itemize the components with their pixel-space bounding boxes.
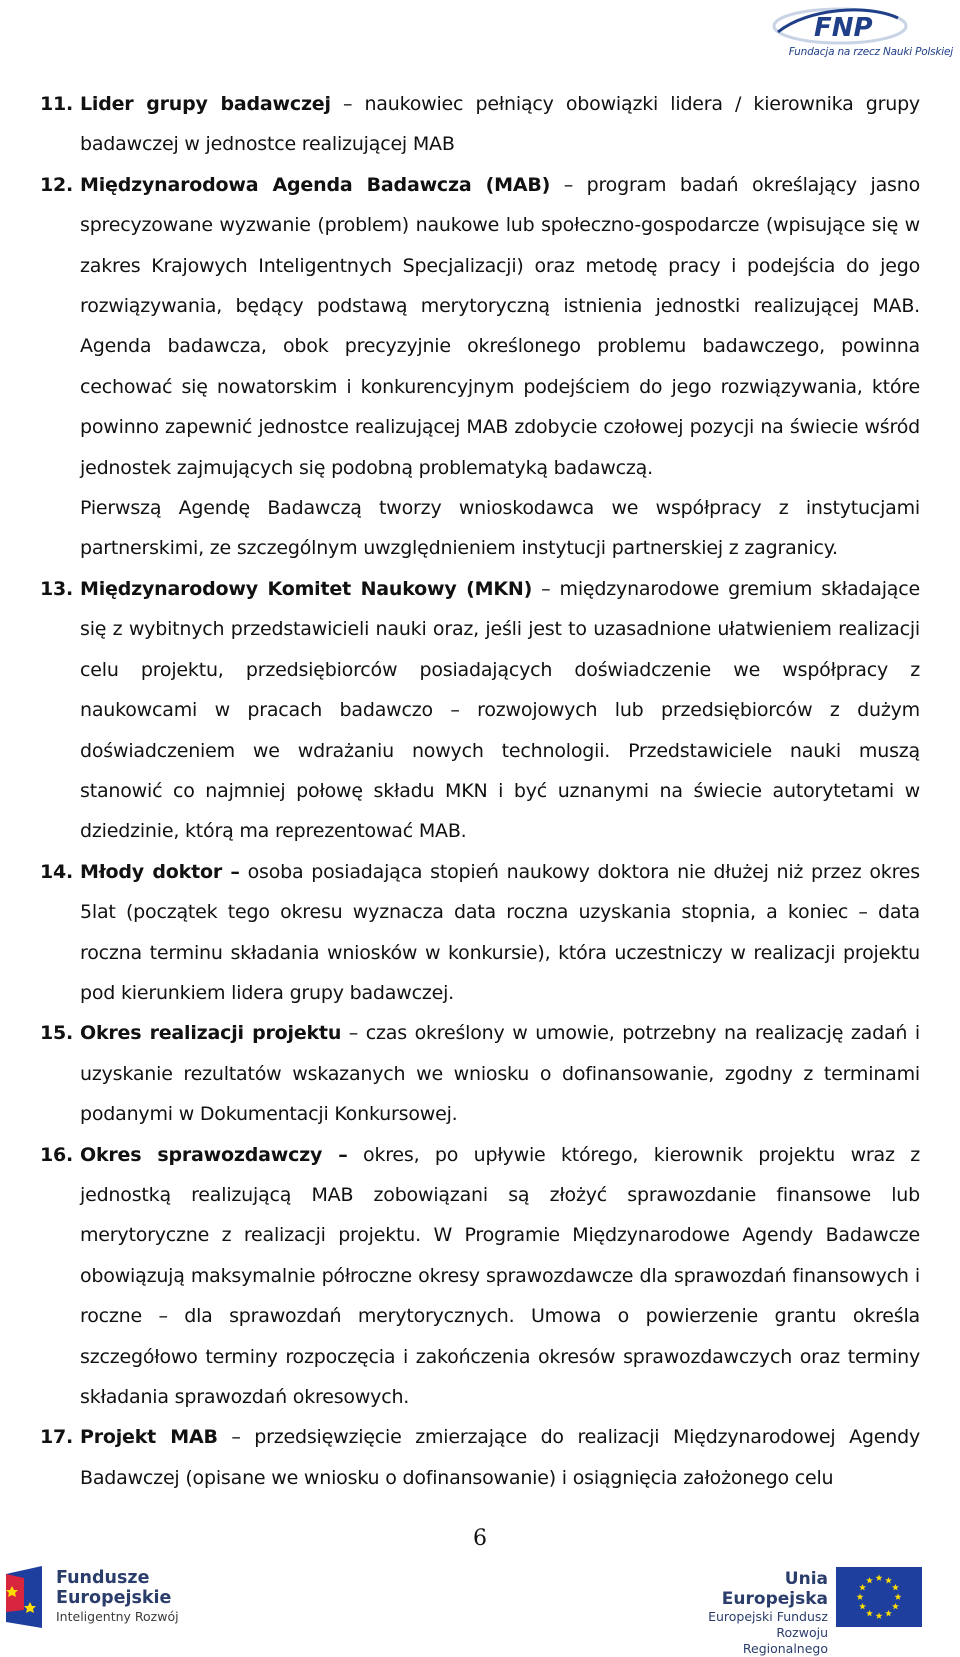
item-definition: – przedsięwzięcie zmierzające do realizacji Międzynarodowej Agendy Badawczej (opisane we wniosku o dofinansowanie) i osiągnięcia założonego celu: [80, 1426, 920, 1489]
definition-item-14: [40, 852, 920, 1014]
item-number: 15.: [40, 1022, 74, 1045]
fundusze-europejskie-text: [56, 1568, 179, 1626]
item-text: [80, 1417, 920, 1498]
definition-item-17: [40, 1417, 920, 1498]
definitions-list: [40, 84, 920, 1498]
eu-line-3: Rozwoju Regionalnego: [742, 1625, 828, 1656]
item-definition: okres, po upływie którego, kierownik projektu wraz z jednostką realizującą MAB zobowiązani są złożyć sprawozdanie finansowe lub merytoryczne z realizacji projektu. W Programie Międzynarodowe Agendy Badawcze obowiązują maksymalnie półroczne okresy sprawozdawcze dla sprawozdań finansowych i roczne – dla sprawozdań merytorycznych. Umowa o powierzenie grantu określa szczegółowo terminy rozpoczęcia i zakończenia okresów sprawozdawczych oraz terminy składania sprawozdań okresowych.: [80, 1143, 920, 1408]
definition-item-11: [40, 84, 920, 165]
fnp-logo: [748, 2, 953, 66]
item-number: 12.: [40, 173, 74, 196]
eu-line-1: Unia Europejska: [721, 1569, 828, 1609]
item-text: [80, 84, 920, 165]
item-term: Okres sprawozdawczy –: [80, 1143, 348, 1166]
definition-item-12: [40, 165, 920, 569]
definition-item-16: [40, 1135, 920, 1418]
item-term: Okres realizacji projektu: [80, 1022, 342, 1045]
fnp-logo-subtitle: Fundacja na rzecz Nauki Polskiej: [788, 46, 953, 58]
item-definition: – międzynarodowe gremium składające się z wybitnych przedstawicieli nauki oraz, jeśli jest to uzasadnione ułatwieniem realizacji celu projektu, przedsiębiorców posiadających doświadczenie we współpracy z naukowcami w pracach badawczo – rozwojowych lub przedsiębiorców z dużym doświadczeniem we wdrażaniu nowych technologii. Przedstawiciele nauki muszą stanowić co najmniej połowę składu MKN i być uznanymi na świecie autorytetami w dziedzinie, którą ma reprezentować MAB.: [80, 577, 920, 843]
page-number: 6: [473, 1526, 487, 1551]
item-number: 17.: [40, 1426, 74, 1449]
item-text: [80, 852, 920, 1014]
fe-line-3: Inteligentny Rozwój: [56, 1609, 179, 1624]
item-term: Lider grupy badawczej: [80, 93, 331, 115]
fundusze-europejskie-logo: [0, 1562, 200, 1632]
eu-flag-icon: [836, 1567, 922, 1627]
item-term: Międzynarodowy Komitet Naukowy (MKN): [80, 577, 533, 600]
item-number: 13.: [40, 577, 74, 600]
eu-line-2: Europejski Fundusz: [708, 1609, 828, 1624]
item-text: [80, 1135, 920, 1418]
item-definition: – naukowiec pełniący obowiązki lidera / kierownika grupy badawczej w jednostce realizującej MAB: [80, 93, 920, 156]
item-number: 14.: [40, 860, 74, 883]
item-text: [80, 569, 920, 852]
fnp-logo-text: FNP: [814, 13, 873, 43]
fe-line-1: Fundusze: [56, 1568, 150, 1588]
item-term: Międzynarodowa Agenda Badawcza (MAB): [80, 173, 551, 196]
item-text: [80, 165, 920, 569]
eu-logo: [700, 1565, 958, 1656]
eu-text: [700, 1569, 828, 1657]
item-extra-paragraph: Pierwszą Agendę Badawczą tworzy wnioskodawca we współpracy z instytucjami partnerskimi, ze szczególnym uwzględnieniem instytucji partnerskiej z zagranicy.: [80, 497, 920, 560]
definition-item-15: [40, 1013, 920, 1134]
item-definition: – program badań określający jasno sprecyzowane wyzwanie (problem) naukowe lub społeczno-gospodarcze (wpisujące się w zakres Krajowych Inteligentnych Specjalizacji) oraz metodę pracy i podejścia do jego rozwiązywania, będący podstawą merytoryczną istnienia jednostki realizującej MAB. Agenda badawcza, obok precyzyjnie określonego problemu badawczego, powinna cechować się nowatorskim i konkurencyjnym podejściem do jego rozwiązywania, które powinno zapewnić jednostce realizującej MAB zdobycie czołowej pozycji na świecie wśród jednostek zajmujących się podobną problematyką badawczą.: [80, 173, 920, 479]
item-paragraph: [80, 165, 920, 488]
fundusze-europejskie-emblem-icon: [2, 1564, 54, 1630]
item-number: 11.: [40, 93, 74, 115]
item-text: [80, 1013, 920, 1134]
item-number: 16.: [40, 1143, 74, 1166]
item-term: Projekt MAB: [80, 1426, 218, 1449]
fnp-logo-mark: [748, 2, 953, 46]
item-definition: osoba posiadająca stopień naukowy doktora nie dłużej niż przez okres 5lat (początek tego okresu wyznacza data roczna uzyskania stopnia, a koniec – data roczna terminu składania wniosków w konkursie), która uczestniczy w realizacji projektu pod kierunkiem lidera grupy badawczej.: [80, 860, 920, 1004]
item-definition: – czas określony w umowie, potrzebny na realizację zadań i uzyskanie rezultatów wskazanych we wniosku o dofinansowanie, zgodny z terminami podanymi w Dokumentacji Konkursowej.: [80, 1022, 920, 1126]
fe-line-2: Europejskie: [56, 1588, 172, 1608]
definition-item-13: [40, 569, 920, 852]
item-term: Młody doktor –: [80, 860, 240, 883]
